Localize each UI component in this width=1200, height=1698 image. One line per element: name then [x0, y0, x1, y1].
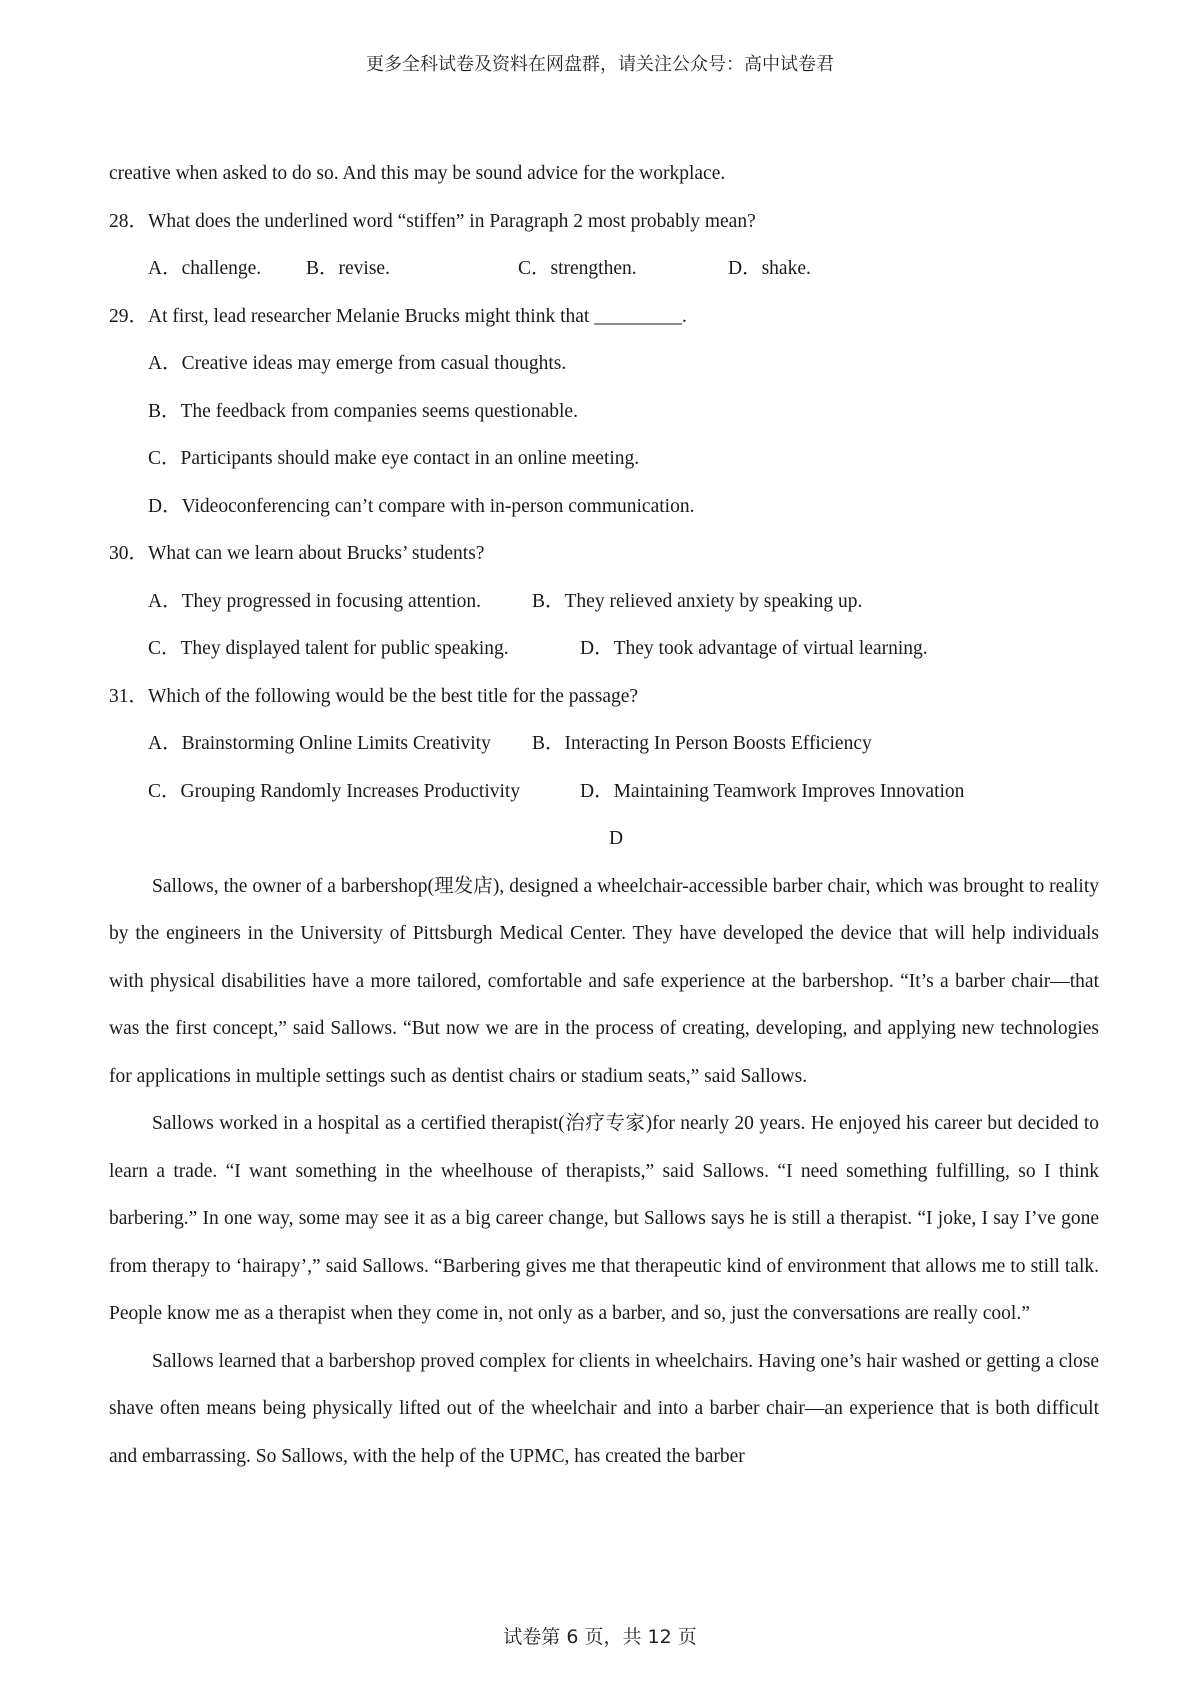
option-a: A．challenge. [148, 258, 262, 279]
option-a: A．Brainstorming Online Limits Creativity [148, 733, 491, 754]
passage-paragraph-2: Sallows worked in a hospital as a certified therapist(治疗专家)for nearly 20 years. He enjoyed his career but decided to learn a trade. “I want something in the wheelhouse of therapists,” said Sallows. “I need something fulfilling, so I think barbering.” In one way, some may see it as a big career change, but Sallows says he is still a therapist. “I joke, I say I’ve gone from therapy to ‘hairapy’,” said Sallows. “Barbering gives me that therapeutic kind of environment that allows me to still talk. People know me as a therapist when they come in, not only as a barber, and so, just the conversations are really cool.” [109, 1113, 1099, 1324]
option-c: C．strengthen. [518, 258, 637, 279]
question-31-options-row-1 [109, 720, 1099, 768]
passage-paragraph-1: Sallows, the owner of a barbershop(理发店), designed a wheelchair-accessible barber chair, which was brought to reality by the engineers in the University of Pittsburgh Medical Center. They have developed the device that will help individuals with physical disabilities have a more tailored, comfortable and safe experience at the barbershop. “It’s a barber chair—that was the first concept,” said Sallows. “But now we are in the process of creating, developing, and applying new technologies for applications in multiple settings such as dentist chairs or stadium seats,” said Sallows. [109, 875, 1099, 1087]
exam-content [109, 150, 1099, 1480]
question-31-options-row-2 [109, 768, 1099, 816]
question-31-stem: 31．Which of the following would be the best title for the passage? [109, 685, 639, 707]
option-b: B．The feedback from companies seems questionable. [148, 400, 578, 422]
option-c: C．They displayed talent for public speaking. [148, 638, 509, 659]
question-28-options [109, 245, 1099, 293]
question-29-stem: 29．At first, lead researcher Melanie Brucks might think that _________. [109, 305, 687, 327]
option-d: D．They took advantage of virtual learning. [580, 638, 928, 659]
option-b: B．revise. [306, 258, 390, 279]
page-header: 更多全科试卷及资料在网盘群，请关注公众号：高中试卷君 [366, 54, 834, 75]
question-30-options-row-1 [109, 578, 1099, 626]
question-28-stem: 28．What does the underlined word “stiffen” in Paragraph 2 most probably mean? [109, 210, 756, 232]
page-footer: 试卷第 6 页，共 12 页 [503, 1626, 697, 1648]
option-c: C．Participants should make eye contact in an online meeting. [148, 448, 640, 469]
intro-line: creative when asked to do so. And this may be sound advice for the workplace. [109, 163, 726, 184]
question-30-stem: 30．What can we learn about Brucks’ students? [109, 543, 485, 564]
option-a: A．They progressed in focusing attention. [148, 590, 482, 612]
option-d: D．Videoconferencing can’t compare with in-person communication. [148, 495, 695, 517]
option-d: D．shake. [728, 258, 811, 279]
section-title: D [608, 828, 624, 849]
question-30-options-row-2 [109, 625, 1099, 673]
option-a: A．Creative ideas may emerge from casual thoughts. [148, 353, 567, 374]
option-d: D．Maintaining Teamwork Improves Innovation [580, 780, 965, 802]
option-b: B．They relieved anxiety by speaking up. [532, 590, 863, 612]
option-b: B．Interacting In Person Boosts Efficiency [532, 733, 872, 754]
option-c: C．Grouping Randomly Increases Productivity [148, 780, 521, 802]
passage-paragraph-3: Sallows learned that a barbershop proved complex for clients in wheelchairs. Having one’s hair washed or getting a close shave often means being physically lifted out of the wheelchair and into a barber chair—an experience that is both difficult and embarrassing. So Sallows, with the help of the UPMC, has created the barber [109, 1350, 1099, 1467]
